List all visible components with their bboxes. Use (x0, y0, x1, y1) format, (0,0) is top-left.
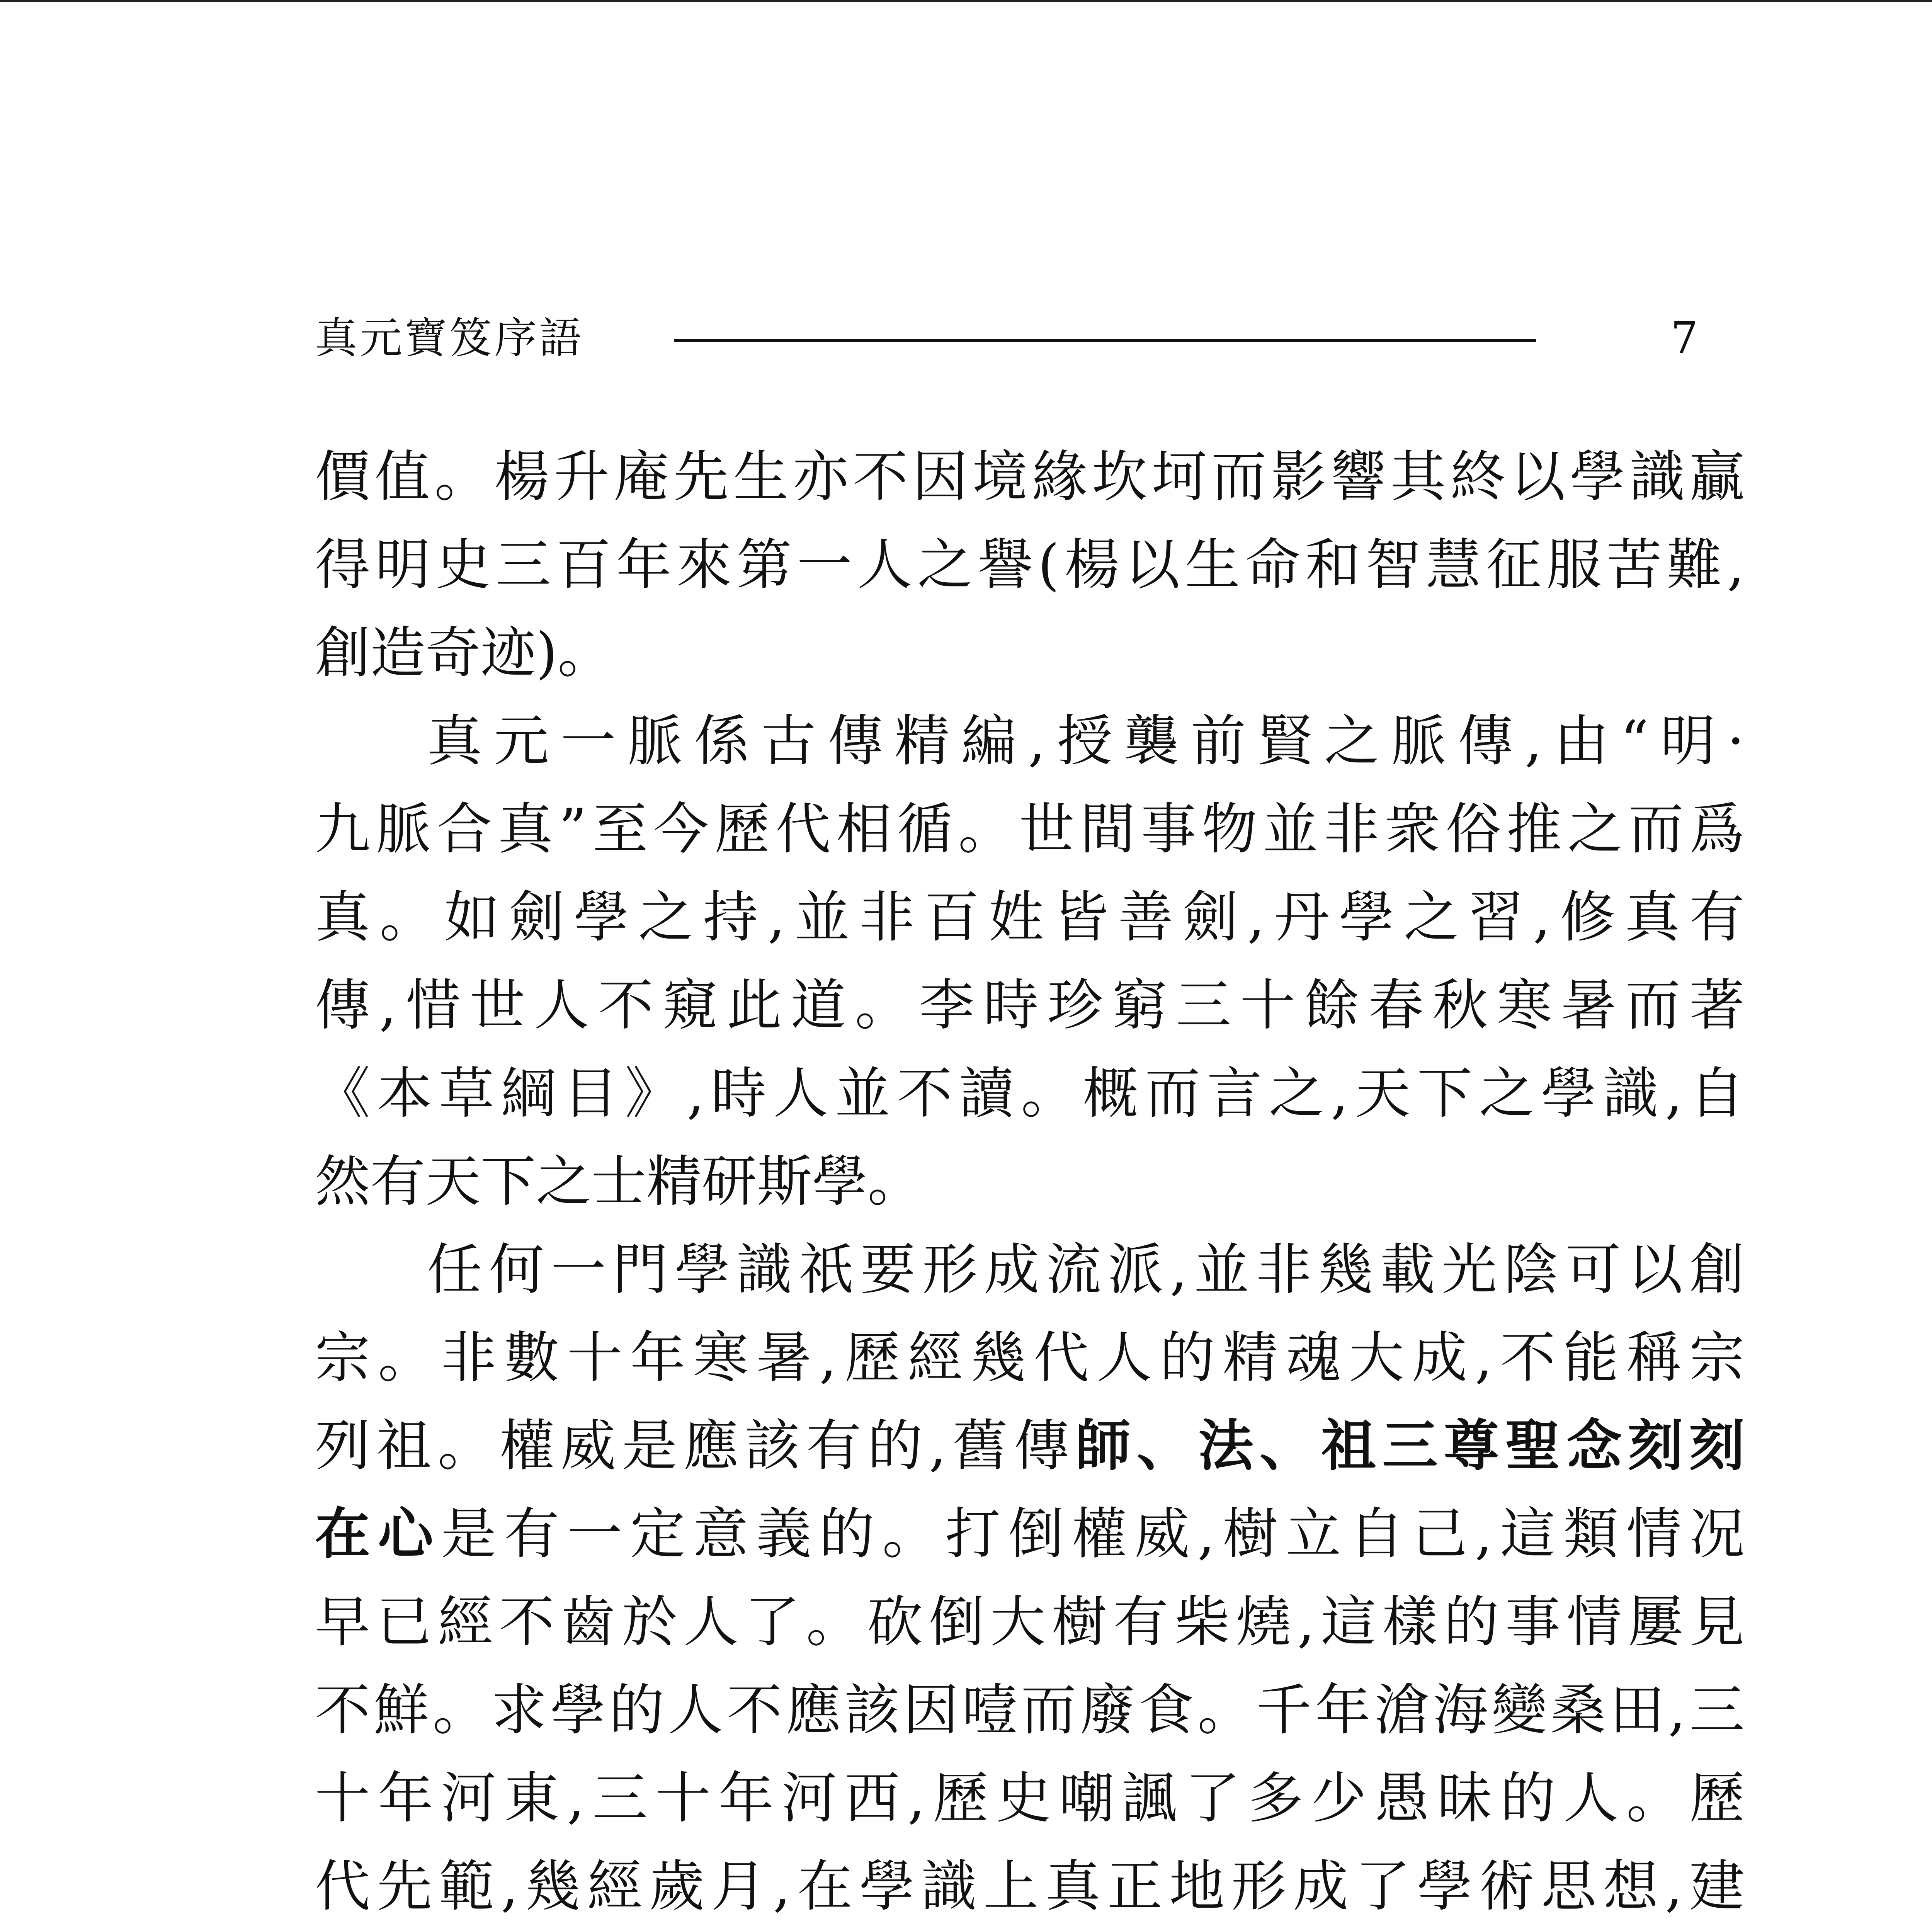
text-line-mixed (315, 1490, 1745, 1578)
running-title: 真元寶笈序語 (315, 313, 584, 363)
page-header (315, 305, 1698, 371)
text-line: 代先範,幾經歲月,在學識上真正地形成了學術思想,建 (315, 1854, 1745, 1918)
top-border-line (0, 0, 1932, 2)
text-line-mixed (315, 1402, 1745, 1490)
page-number: 7 (1670, 313, 1698, 363)
bold-text-span: 在心 (315, 1502, 441, 1566)
text-line: 真。如劍學之持,並非百姓皆善劍,丹學之習,修真有 (315, 885, 1745, 949)
text-line: 得明史三百年來第一人之譽(楊以生命和智慧征服苦難, (315, 532, 1745, 597)
text-line: 價值。楊升庵先生亦不因境緣坎坷而影響其終以學識贏 (315, 444, 1745, 509)
text-line: 創造奇迹)。 (315, 621, 613, 685)
bold-text-span: 師、法、祖三尊聖念刻刻 (1075, 1413, 1745, 1478)
text-line: 宗。非數十年寒暑,歷經幾代人的精魂大成,不能稱宗 (315, 1325, 1745, 1390)
text-line: 《本草綱目》,時人並不讀。概而言之,天下之學識,自 (315, 1061, 1745, 1126)
header-rule-line (674, 339, 1536, 342)
body-text (315, 433, 1745, 1932)
text-line: 早已經不齒於人了。砍倒大樹有柴燒,這樣的事情屢見 (315, 1590, 1745, 1654)
text-line: 傳,惜世人不窺此道。李時珍窮三十餘春秋寒暑而著 (315, 973, 1745, 1037)
text-line: 十年河東,三十年河西,歷史嘲諷了多少愚昧的人。歷 (315, 1766, 1745, 1830)
text-line: 不鮮。求學的人不應該因噎而廢食。千年滄海變桑田,三 (315, 1678, 1745, 1742)
text-line: 九脈合真”至今歷代相循。世間事物並非衆俗推之而爲 (315, 797, 1745, 861)
plain-text-span: 是有一定意義的。打倒權威,樹立自己,這類情况 (441, 1502, 1745, 1566)
text-line (315, 1930, 1745, 1932)
plain-text-span: 列祖。權威是應該有的,舊傳 (315, 1413, 1076, 1478)
text-line: 真元一脈係古傳精編,授襲前賢之脈傳,由“明· (427, 709, 1745, 773)
text-line: 然有天下之士精研斯學。 (315, 1149, 923, 1214)
text-line: 任何一門學識祇要形成流派,並非幾載光陰可以創 (427, 1237, 1745, 1302)
